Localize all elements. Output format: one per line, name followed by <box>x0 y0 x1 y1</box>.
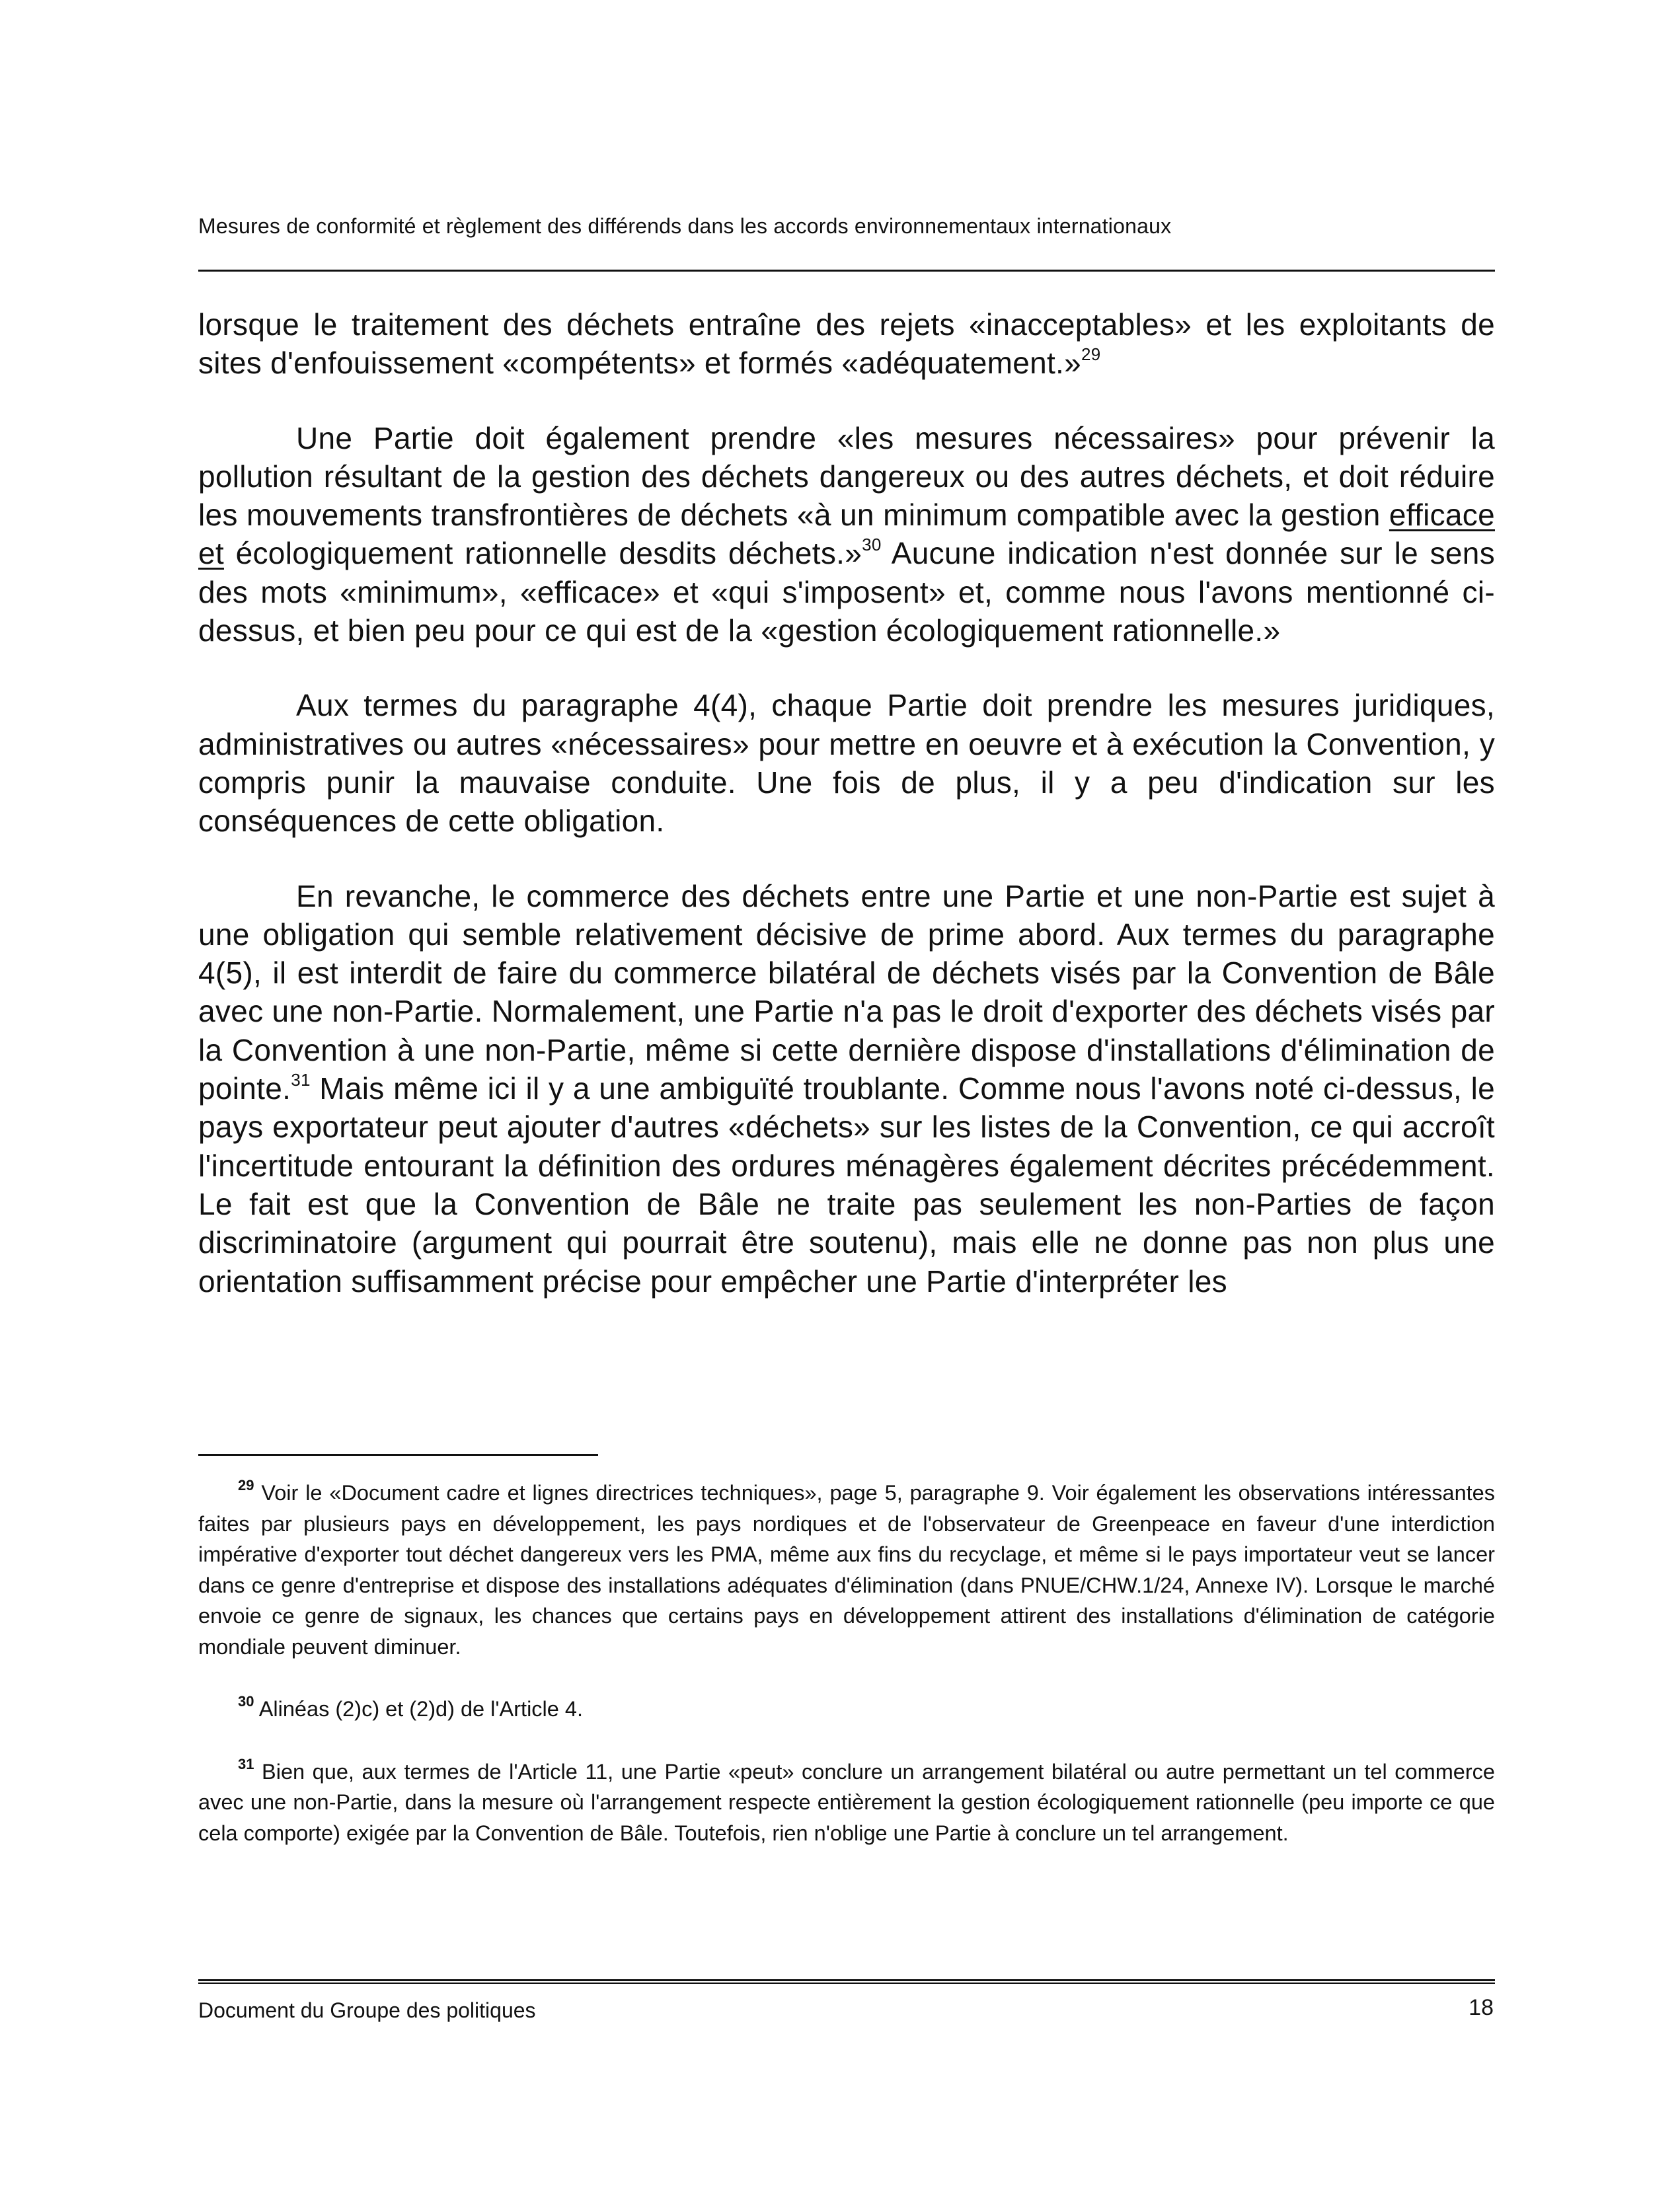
paragraph-4-text-a: En revanche, le commerce des déchets entre une Partie et une non-Partie est sujet à une obligation qui semble relativement décisive de prime abord. Aux termes du paragraphe 4(5), il est interdit de faire du commerce bilatéral de déchets visés par la Convention de Bâle avec une non-Partie. Normalement, une Partie n'a pas le droit d'exporter des déchets visés par la Convention à une non-Partie, même si cette dernière dispose d'installations d'élimination de pointe. <box>198 878 1495 1106</box>
footnote-29 <box>198 1478 1495 1662</box>
paragraph-4-text-b: Mais même ici il y a une ambiguïté troublante. Comme nous l'avons noté ci-dessus, le pays exportateur peut ajouter d'autres «déchets» sur les listes de la Convention, ce qui accroît l'incertitude entourant la définition des ordures ménagères également décrites précédemment. Le fait est que la Convention de Bâle ne traite pas seulement les non-Parties de façon discriminatoire (argument qui pourrait être soutenu), mais elle ne donne pas non plus une orientation suffisamment précise pour empêcher une Partie d'interpréter les <box>198 1071 1495 1299</box>
footer-rule <box>198 1979 1495 1981</box>
footnote-text: Bien que, aux termes de l'Article 11, une Partie «peut» conclure un arrangement bilatéral ou autre permettant un tel commerce avec une non-Partie, dans la mesure où l'arrangement respecte entièrement la gestion écologiquement rationnelle (peu importe ce que cela comporte) exigée par la Convention de Bâle. Toutefois, rien n'oblige une Partie à conclure un tel arrangement. <box>198 1759 1495 1845</box>
footnote-ref-30[interactable]: 30 <box>862 535 882 555</box>
header-rule <box>198 270 1495 272</box>
footnote-ref-29[interactable]: 29 <box>1081 344 1101 364</box>
footnote-number: 29 <box>238 1477 254 1494</box>
footer-rule-secondary <box>198 1983 1495 1984</box>
footnote-number: 30 <box>238 1693 254 1710</box>
footer-title: Document du Groupe des politiques <box>198 1998 536 2022</box>
footnote-31 <box>198 1757 1495 1849</box>
paragraph-2-underlined: efficace et <box>198 498 1495 571</box>
paragraph-2-text-b: écologiquement rationnelle desdits déchets.» <box>223 536 862 571</box>
paragraph-3-text: Aux termes du paragraphe 4(4), chaque Partie doit prendre les mesures juridiques, administratives ou autres «nécessaires» pour mettre en oeuvre et à exécution la Convention, y compris punir la mauvaise conduite. Une fois de plus, il y a peu d'indication sur les conséquences de cette obligation. <box>198 688 1495 839</box>
footnote-text: Alinéas (2)c) et (2)d) de l'Article 4. <box>254 1697 583 1721</box>
footnotes <box>198 1478 1495 1880</box>
paragraph-1 <box>198 305 1495 383</box>
paragraph-4 <box>198 877 1495 1301</box>
paragraph-2 <box>198 419 1495 650</box>
running-header: Mesures de conformité et règlement des différends dans les accords environnementaux internationaux <box>198 214 1172 238</box>
footnote-30 <box>198 1694 1495 1725</box>
paragraph-1-text: lorsque le traitement des déchets entraîne des rejets «inacceptables» et les exploitants de sites d'enfouissement «compétents» et formés «adéquatement.» <box>198 307 1495 381</box>
footnote-separator <box>198 1454 598 1456</box>
footnote-ref-31[interactable]: 31 <box>291 1069 311 1090</box>
footnote-number: 31 <box>238 1755 254 1772</box>
page-number: 18 <box>1469 1995 1494 2020</box>
paragraph-2-text-a: Une Partie doit également prendre «les mesures nécessaires» pour prévenir la pollution résultant de la gestion des déchets dangereux ou des autres déchets, et doit réduire les mouvements transfrontières de déchets «à un minimum compatible avec la gestion <box>198 420 1495 533</box>
paragraph-2-text-c: Aucune indication n'est donnée sur le sens des mots «minimum», «efficace» et «qui s'imposent» et, comme nous l'avons mentionné ci-dessus, et bien peu pour ce qui est de la «gestion écologiquement rationnelle.» <box>198 536 1495 648</box>
body-text <box>198 305 1495 1337</box>
paragraph-3 <box>198 686 1495 840</box>
footnote-text: Voir le «Document cadre et lignes directrices techniques», page 5, paragraphe 9. Voir également les observations intéressantes faites par plusieurs pays en développement, les pays nordiques et de l'observateur de Greenpeace en faveur d'une interdiction impérative d'exporter tout déchet dangereux vers les PMA, même aux fins du recyclage, et même si le pays importateur veut se lancer dans ce genre d'entreprise et dispose des installations adéquates d'élimination (dans PNUE/CHW.1/24, Annexe IV). Lorsque le marché envoie ce genre de signaux, les chances que certains pays en développement attirent des installations d'élimination de catégorie mondiale peuvent diminuer. <box>198 1481 1495 1659</box>
